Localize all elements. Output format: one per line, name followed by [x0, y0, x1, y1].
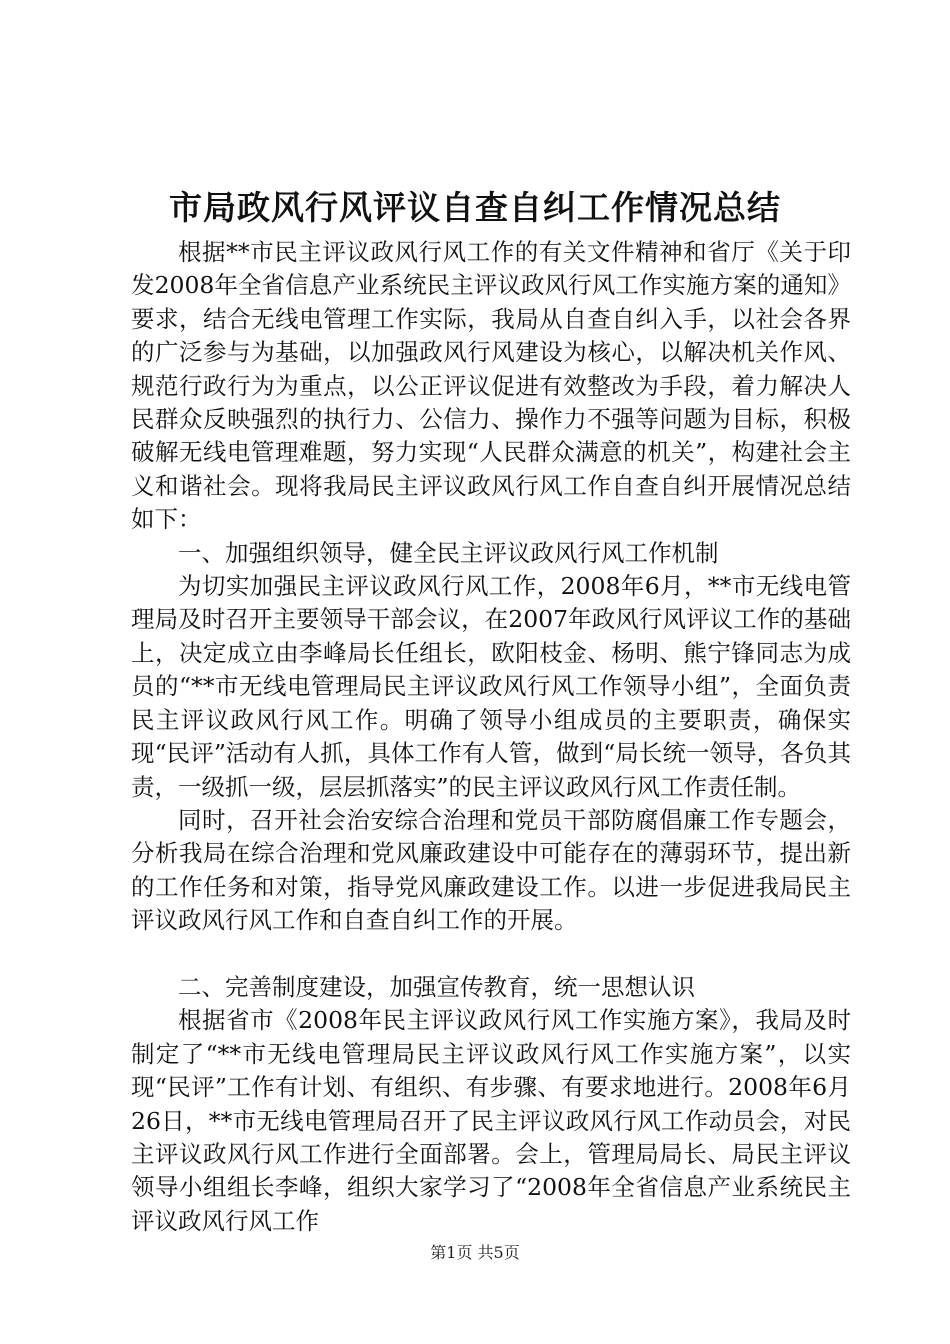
- section-2-paragraph-1: 根据省市《2008年民主评议政风行风工作实施方案》，我局及时制定了“**市无线电管理局民主评议政风行风工作实施方案”，以实现“民评”工作有计划、有组织、有步骤、有要求地进行。2008年6月26日，**市无线电管理局召开了民主评议政风行风工作动员会，对民主评议政风行风工作进行全面部署。会上，管理局局长、局民主评议领导小组组长李峰，组织大家学习了“2008年全省信息产业系统民主评议政风行风工作: [131, 1006, 851, 1235]
- section-heading-2: 二、完善制度建设，加强宣传教育，统一思想认识: [178, 972, 695, 1001]
- document-title: 市局政风行风评议自查自纠工作情况总结: [169, 188, 781, 227]
- section-1-paragraph-1: 为切实加强民主评议政风行风工作，2008年6月，**市无线电管理局及时召开主要领导干部会议，在2007年政风行风评议工作的基础上，决定成立由李峰局长任组长，欧阳枝金、杨明、熊宁锋同志为成员的“**市无线电管理局民主评议政风行风工作领导小组”，全面负责民主评议政风行风工作。明确了领导小组成员的主要职责，确保实现“民评”活动有人抓，具体工作有人管，做到“局长统一领导，各负其责，一级抓一级，层层抓落实”的民主评议政风行风工作责任制。: [131, 572, 851, 801]
- page-footer: 第1页 共5页: [430, 1243, 520, 1262]
- document-body: [131, 236, 851, 1238]
- section-heading-1: 一、加强组织领导，健全民主评议政风行风工作机制: [178, 538, 719, 567]
- intro-paragraph: 根据**市民主评议政风行风工作的有关文件精神和省厅《关于印发2008年全省信息产业系统民主评议政风行风工作实施方案的通知》要求，结合无线电管理工作实际，我局从自查自纠入手，以社会各界的广泛参与为基础，以加强政风行风建设为核心，以解决机关作风、规范行政行为为重点，以公正评议促进有效整改为手段，着力解决人民群众反映强烈的执行力、公信力、操作力不强等问题为目标，积极破解无线电管理难题，努力实现“人民群众满意的机关”，构建社会主义和谐社会。现将我局民主评议政风行风工作自查自纠开展情况总结如下：: [131, 238, 851, 534]
- paragraph-spacer: [131, 938, 851, 971]
- section-1-paragraph-2: 同时，召开社会治安综合治理和党员干部防腐倡廉工作专题会，分析我局在综合治理和党风廉政建设中可能存在的薄弱环节，提出新的工作任务和对策，指导党风廉政建设工作。以进一步促进我局民主评议政风行风工作和自查自纠工作的开展。: [131, 805, 851, 935]
